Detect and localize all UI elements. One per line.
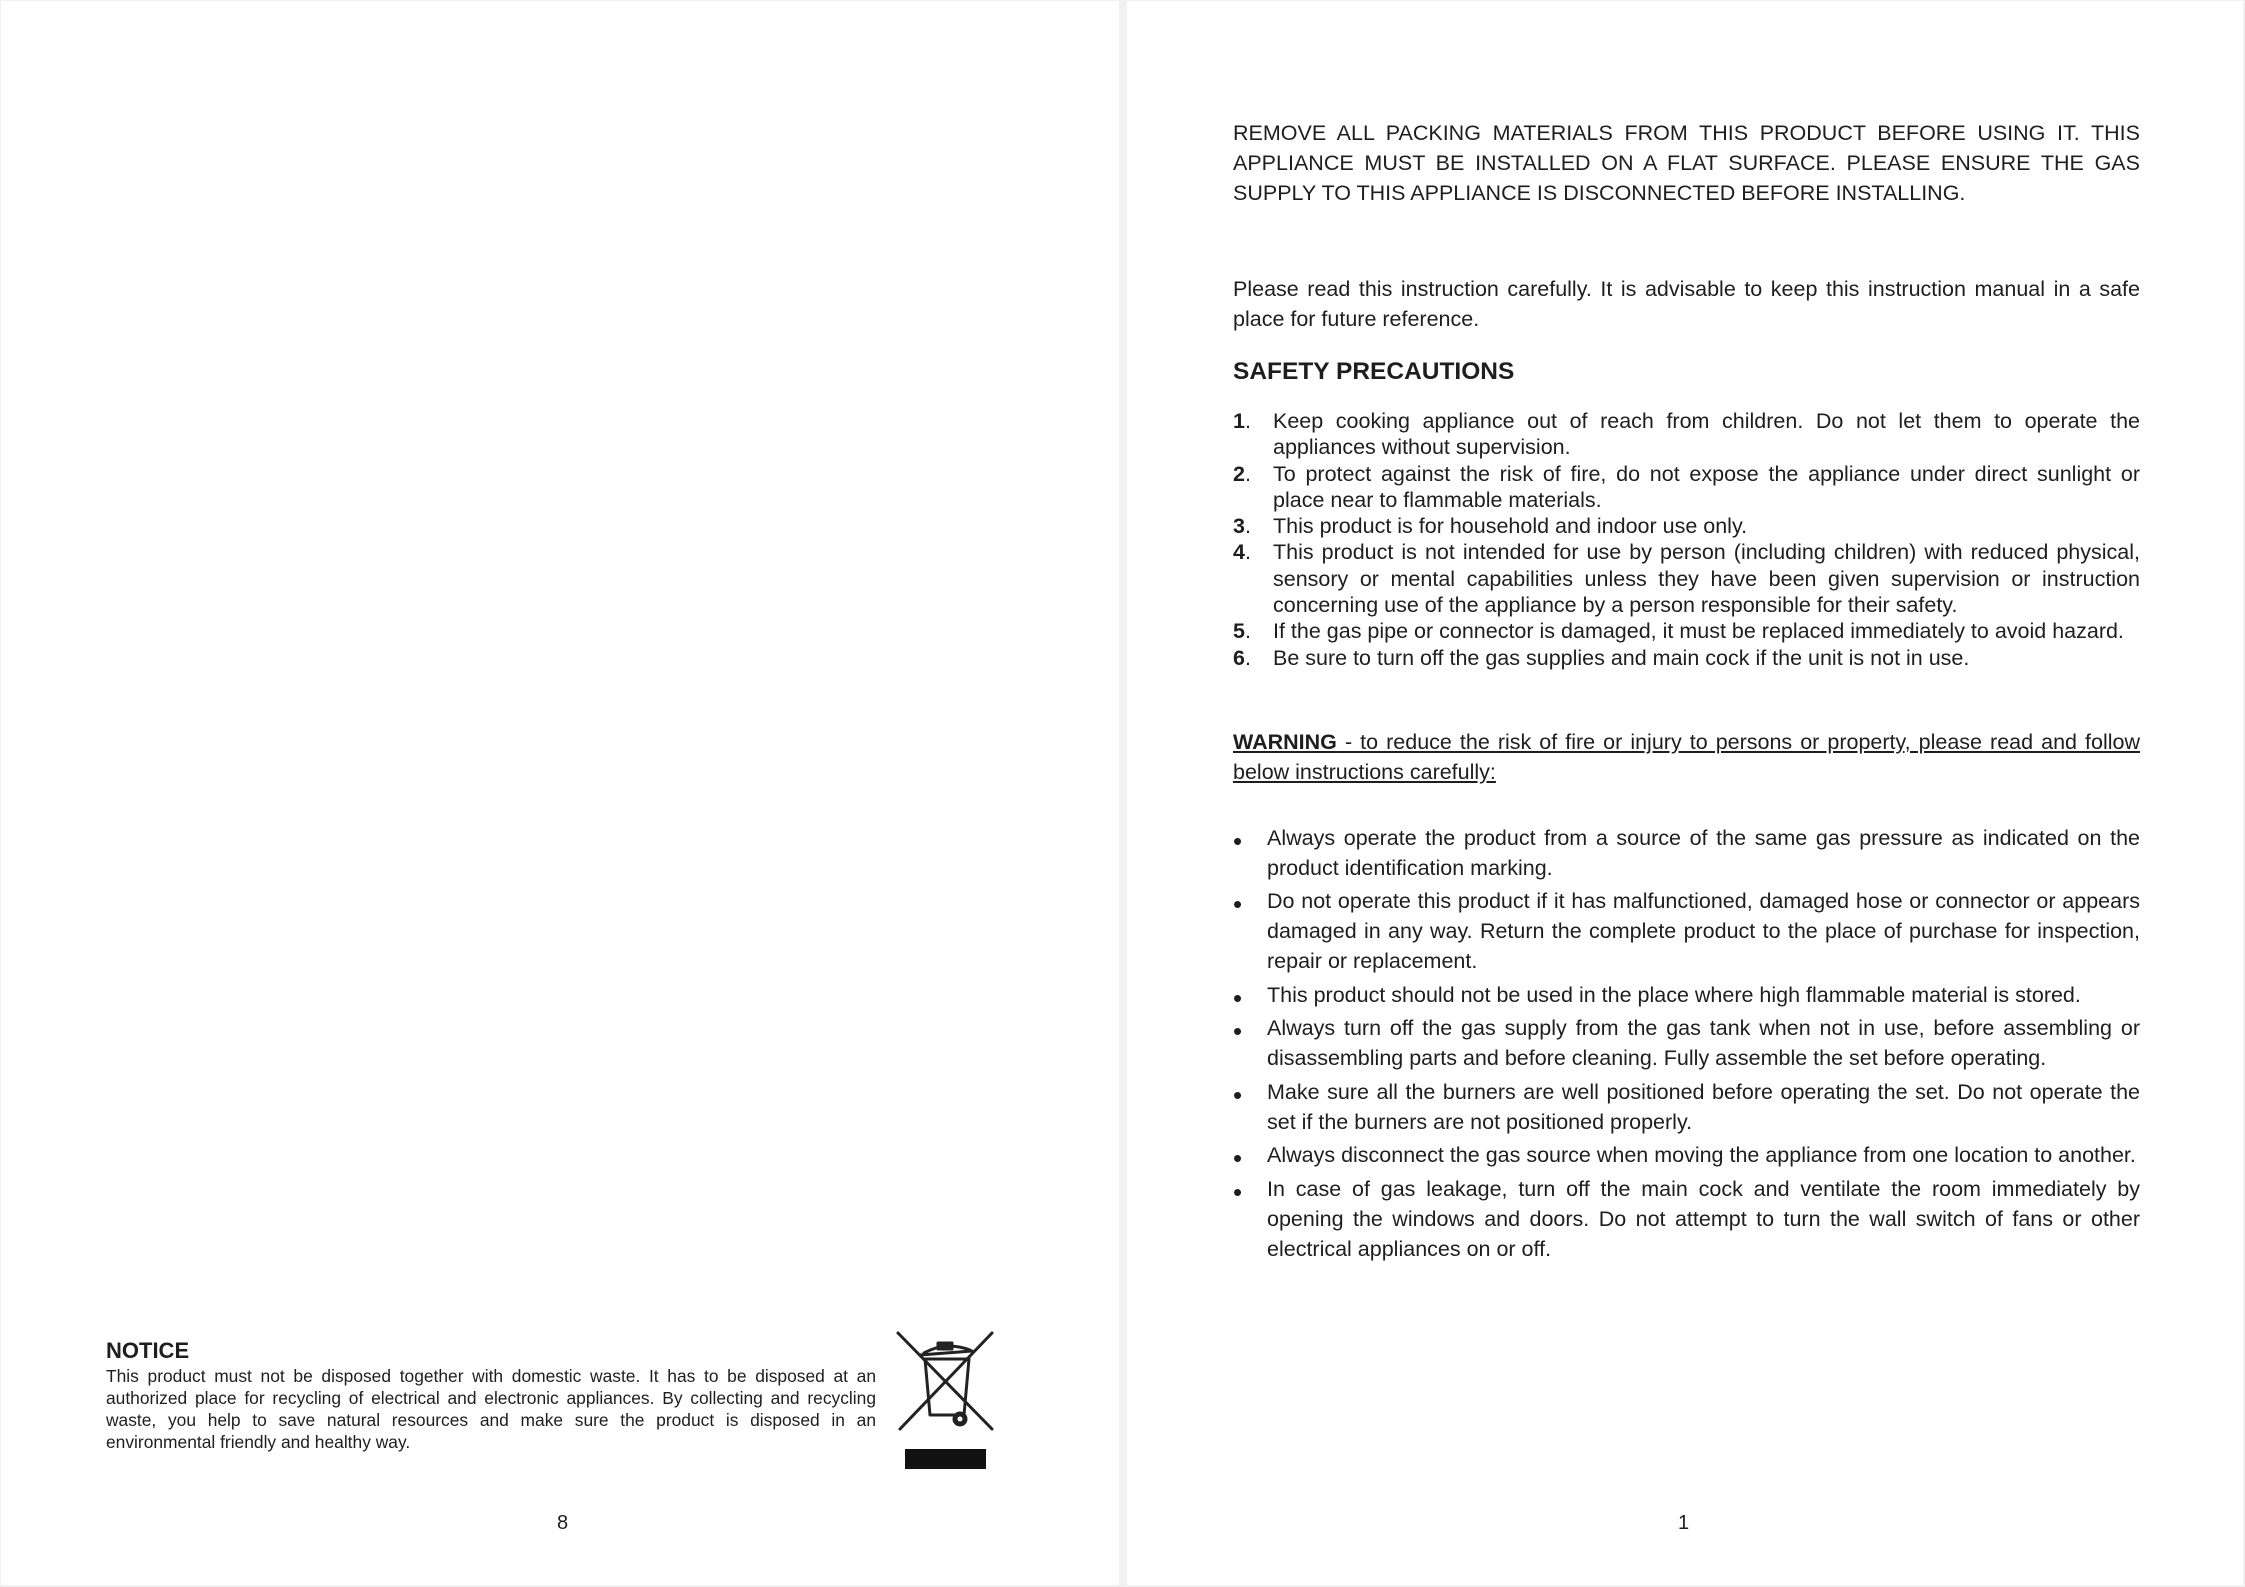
bullet-icon: • (1233, 1016, 1243, 1047)
instruction-text: Always operate the product from a source of the same gas pressure as indicated on the product identification marking. (1267, 825, 2140, 880)
precaution-text: If the gas pipe or connector is damaged, it must be replaced immediately to avoid hazard. (1273, 619, 2124, 644)
instruction-text: In case of gas leakage, turn off the main cock and ventilate the room immediately by opening the windows and doors. Do not attempt to turn the wall switch of fans or other electrical appliances on or off. (1267, 1176, 2140, 1261)
precaution-number: 5. (1233, 619, 1251, 644)
precaution-text: Keep cooking appliance out of reach from children. Do not let them to operate the appliances without supervision. (1273, 409, 2140, 460)
right-page (1127, 1, 2243, 1585)
warning-text: - to reduce the risk of fire or injury to persons or property, please read and follow below instructions carefully: (1233, 729, 2140, 784)
precaution-item (1233, 513, 2140, 539)
notice-body: This product must not be disposed together with domestic waste. It has to be disposed at an authorized place for recycling of electrical and electronic appliances. By collecting and recycling waste, you help to save natural resources and make sure the product is disposed in an environmental friendly and healthy way. (106, 1366, 876, 1452)
instructions-list (1233, 823, 2140, 1264)
precaution-item (1233, 645, 2140, 671)
precaution-text: To protect against the risk of fire, do not expose the appliance under direct sunlight or place near to flammable materials. (1273, 461, 2140, 512)
safety-precautions-heading: SAFETY PRECAUTIONS (1233, 358, 1515, 385)
instruction-item (1233, 1174, 2140, 1264)
instruction-item (1233, 823, 2140, 883)
precaution-number: 4. (1233, 540, 1251, 565)
left-page (1, 1, 1119, 1585)
read-instruction-note: Please read this instruction carefully. It is advisable to keep this instruction manual in a safe place for future reference. (1233, 277, 2140, 331)
bullet-icon: • (1233, 1176, 1243, 1207)
instruction-item (1233, 886, 2140, 976)
precaution-text: This product is for household and indoor use only. (1273, 514, 1748, 539)
precaution-text: This product is not intended for use by person (including children) with reduced physical, sensory or mental capabilities unless they have been given supervision or instruction concerning use of the appliance by a person responsible for their safety. (1273, 540, 2140, 618)
precaution-number: 1. (1233, 409, 1251, 433)
safety-precautions-list (1233, 408, 2140, 671)
crossed-out-wheelie-bin-icon (894, 1329, 998, 1471)
instruction-text: Make sure all the burners are well positioned before operating the set. Do not operate the set if the burners are not positioned properly. (1267, 1079, 2140, 1134)
instruction-text: This product should not be used in the place where high flammable material is stored. (1267, 982, 2081, 1007)
warning-paragraph (1233, 727, 2140, 787)
bullet-icon: • (1233, 1143, 1243, 1174)
bullet-icon: • (1233, 825, 1243, 856)
page-number: 1 (1678, 1512, 1690, 1534)
bullet-icon: • (1233, 889, 1243, 920)
packing-notice: REMOVE ALL PACKING MATERIALS FROM THIS PRODUCT BEFORE USING IT. THIS APPLIANCE MUST BE INSTALLED ON A FLAT SURFACE. PLEASE ENSURE THE GAS SUPPLY TO THIS APPLIANCE IS DISCONNECTED BEFORE INSTALLING. (1233, 121, 2140, 205)
precaution-item (1233, 539, 2140, 618)
bullet-icon: • (1233, 1079, 1243, 1110)
page-number: 8 (557, 1512, 569, 1534)
notice-title: NOTICE (106, 1338, 190, 1363)
instruction-item (1233, 1077, 2140, 1137)
notice-section (106, 1337, 876, 1453)
precaution-number: 3. (1233, 514, 1251, 539)
precaution-number: 6. (1233, 645, 1251, 670)
bullet-icon: • (1233, 982, 1243, 1013)
precaution-text: Be sure to turn off the gas supplies and main cock if the unit is not in use. (1273, 645, 1970, 670)
instruction-text: Always turn off the gas supply from the gas tank when not in use, before assembling or disassembling parts and before cleaning. Fully assemble the set before operating. (1267, 1016, 2140, 1071)
instruction-text: Do not operate this product if it has malfunctioned, damaged hose or connector or appears damaged in any way. Return the complete product to the place of purchase for inspection, repair or replacement. (1267, 889, 2140, 974)
instruction-item (1233, 980, 2140, 1013)
precaution-number: 2. (1233, 461, 1251, 486)
instruction-item (1233, 1013, 2140, 1073)
instruction-item (1233, 1140, 2140, 1174)
precaution-item (1233, 618, 2140, 644)
precaution-item (1233, 408, 2140, 461)
precaution-item (1233, 461, 2140, 514)
page-content (1233, 118, 2140, 1267)
instruction-text: Always disconnect the gas source when moving the appliance from one location to another. (1267, 1143, 2136, 1168)
warning-label: WARNING (1233, 729, 1337, 754)
